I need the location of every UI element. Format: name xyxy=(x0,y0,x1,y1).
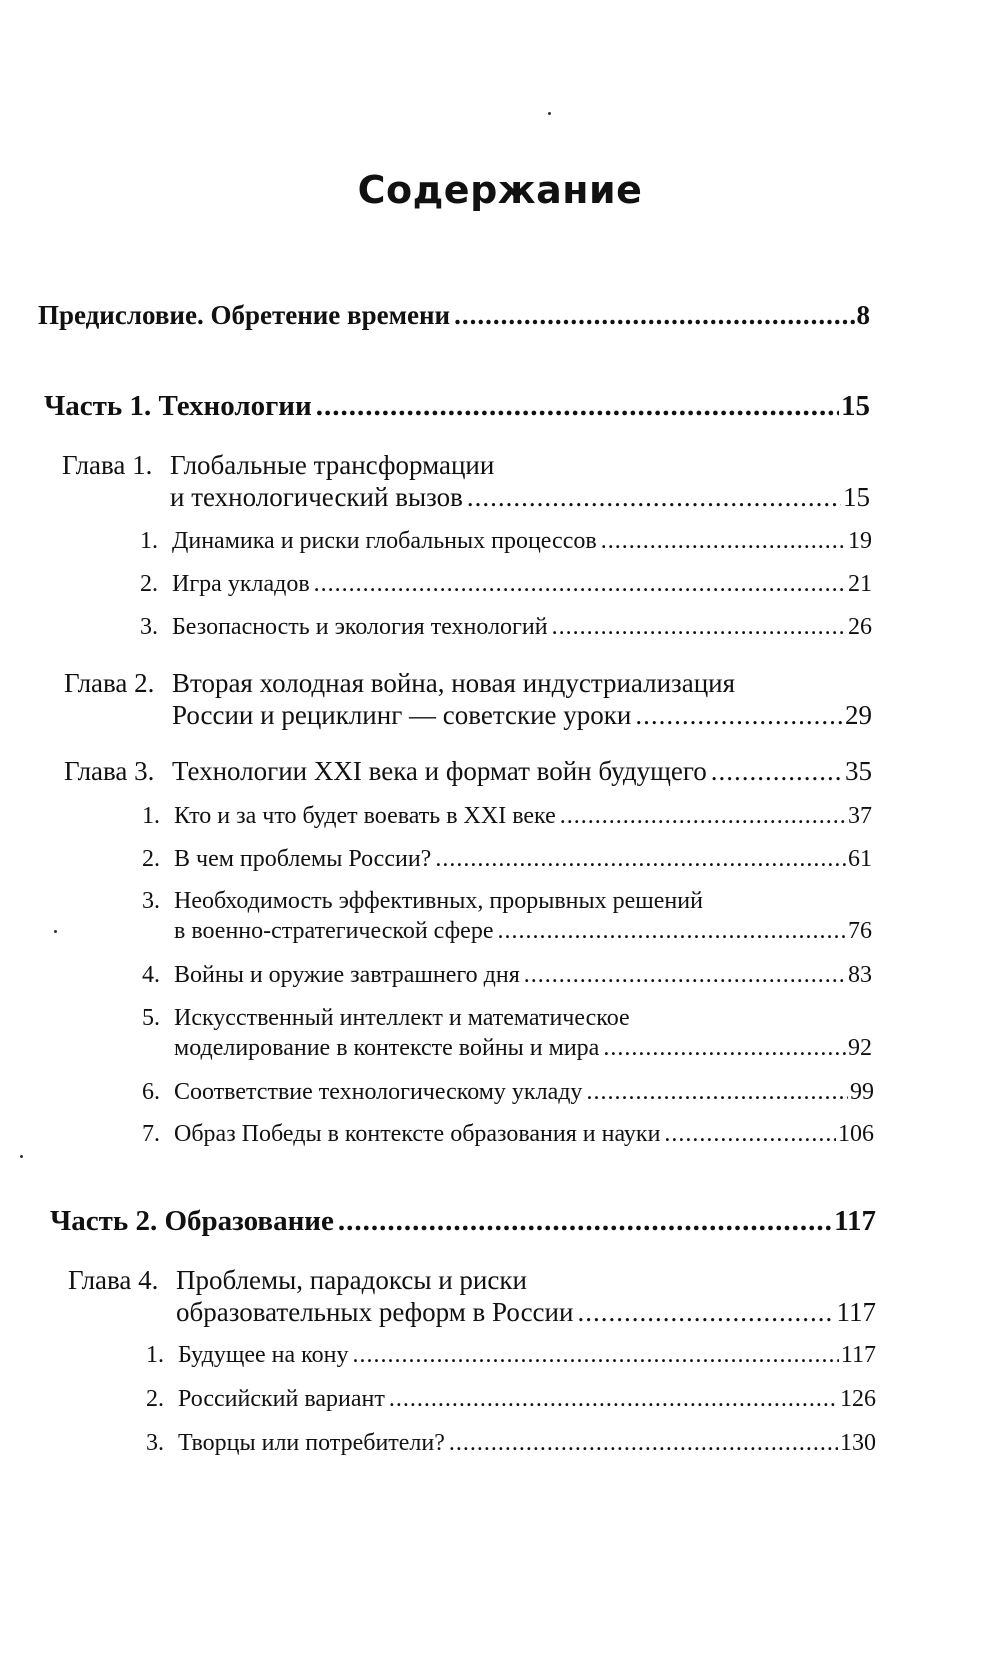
section-number: 1. xyxy=(142,803,160,829)
entry-page: 35 xyxy=(845,756,872,786)
toc-entry-section[interactable] xyxy=(142,846,872,873)
toc-entry-chapter[interactable] xyxy=(62,450,494,481)
section-title-line: Необходимость эффективных, прорывных решений xyxy=(174,888,703,914)
entry-title: Кто и за что будет воевать в XXI веке xyxy=(174,803,556,829)
dot-leader xyxy=(314,571,846,598)
print-speck xyxy=(548,112,551,115)
entry-page: 92 xyxy=(848,1035,872,1061)
dot-leader xyxy=(586,1079,848,1106)
section-number: 2. xyxy=(146,1386,164,1412)
entry-title: Творцы или потребители? xyxy=(178,1430,445,1456)
dot-leader xyxy=(467,482,841,513)
entry-title: Соответствие технологическому укладу xyxy=(174,1079,583,1105)
toc-entry-section[interactable] xyxy=(140,571,872,598)
entry-page: 117 xyxy=(836,1297,876,1327)
dot-leader xyxy=(601,528,846,555)
toc-entry-section[interactable] xyxy=(142,803,872,830)
chapter-number: Глава 2. xyxy=(64,668,155,698)
toc-entry-chapter[interactable] xyxy=(68,1265,527,1296)
entry-page: 83 xyxy=(848,962,872,988)
toc-entry-chapter-continuation[interactable] xyxy=(170,482,870,513)
entry-page: 76 xyxy=(848,918,872,944)
entry-title: Предисловие. Обретение времени xyxy=(38,300,451,330)
toc-entry-chapter[interactable] xyxy=(64,668,735,699)
section-number: 2. xyxy=(142,846,160,872)
entry-page: 106 xyxy=(838,1121,874,1147)
toc-entry-section[interactable] xyxy=(146,1386,876,1413)
entry-page: 19 xyxy=(848,528,872,554)
entry-title: Российский вариант xyxy=(178,1386,385,1412)
chapter-title-line: Вторая холодная война, новая индустриализация xyxy=(172,668,736,698)
chapter-title-line: Проблемы, парадоксы и риски xyxy=(176,1265,527,1295)
dot-leader xyxy=(560,803,846,830)
entry-page: 21 xyxy=(848,571,872,597)
dot-leader xyxy=(635,700,843,731)
dot-leader xyxy=(497,918,846,945)
section-number: 3. xyxy=(146,1430,164,1456)
dot-leader xyxy=(389,1386,838,1413)
toc-entry-section[interactable] xyxy=(142,962,872,989)
chapter-number: Глава 4. xyxy=(68,1265,159,1295)
section-number: 4. xyxy=(142,962,160,988)
toc-entry-part[interactable] xyxy=(44,390,870,423)
dot-leader xyxy=(552,614,846,641)
entry-title: Технологии XXI века и формат войн будущего xyxy=(172,756,707,786)
section-number: 6. xyxy=(142,1079,160,1105)
dot-leader xyxy=(338,1205,832,1238)
entry-page: 29 xyxy=(845,700,872,730)
section-number: 2. xyxy=(140,571,158,597)
toc-entry-section[interactable] xyxy=(146,1430,876,1457)
chapter-title-line: Глобальные трансформации xyxy=(170,450,495,480)
entry-page: 8 xyxy=(856,300,870,330)
section-number: 7. xyxy=(142,1121,160,1147)
dot-leader xyxy=(454,300,854,331)
toc-entry-section[interactable] xyxy=(142,1121,874,1148)
print-speck xyxy=(54,930,57,933)
entry-page: 15 xyxy=(843,482,870,512)
section-number: 3. xyxy=(142,888,160,914)
toc-entry-section-continuation[interactable] xyxy=(174,1035,872,1062)
entry-page: 99 xyxy=(850,1079,874,1105)
dot-leader xyxy=(524,962,846,989)
chapter-number: Глава 3. xyxy=(64,756,155,786)
section-number: 3. xyxy=(140,614,158,640)
entry-title: Часть 1. Технологии xyxy=(44,390,312,422)
toc-entry-section[interactable] xyxy=(142,1005,630,1032)
entry-title: Образ Победы в контексте образования и науки xyxy=(174,1121,661,1147)
page-title: Содержание xyxy=(357,168,643,212)
section-number: 1. xyxy=(146,1342,164,1368)
entry-title: Динамика и риски глобальных процессов xyxy=(172,528,597,554)
toc-entry-preface[interactable] xyxy=(38,300,870,331)
toc-entry-chapter-continuation[interactable] xyxy=(176,1297,876,1328)
dot-leader xyxy=(352,1342,838,1369)
toc-entry-part[interactable] xyxy=(50,1205,876,1238)
entry-page: 117 xyxy=(840,1342,876,1368)
entry-title: Войны и оружие завтрашнего дня xyxy=(174,962,520,988)
entry-title: моделирование в контексте войны и мира xyxy=(174,1035,600,1061)
entry-title: России и рециклинг — советские уроки xyxy=(172,700,632,730)
entry-title: и технологический вызов xyxy=(170,482,463,512)
section-number: 1. xyxy=(140,528,158,554)
toc-entry-section[interactable] xyxy=(146,1342,876,1369)
toc-entry-chapter-continuation[interactable] xyxy=(172,700,872,731)
entry-title: образовательных реформ в России xyxy=(176,1297,574,1327)
entry-page: 37 xyxy=(848,803,872,829)
toc-entry-chapter[interactable] xyxy=(64,756,872,787)
dot-leader xyxy=(449,1430,838,1457)
entry-title: Игра укладов xyxy=(172,571,310,597)
dot-leader xyxy=(664,1121,836,1148)
section-number: 5. xyxy=(142,1005,160,1031)
toc-entry-section-continuation[interactable] xyxy=(174,918,872,945)
toc-entry-section[interactable] xyxy=(140,528,872,555)
print-speck xyxy=(20,1155,23,1158)
entry-page: 117 xyxy=(834,1205,876,1237)
entry-title: в военно-стратегической сфере xyxy=(174,918,494,944)
entry-page: 130 xyxy=(840,1430,876,1456)
toc-entry-section[interactable] xyxy=(142,1079,874,1106)
dot-leader xyxy=(316,390,839,423)
dot-leader xyxy=(435,846,846,873)
entry-page: 61 xyxy=(848,846,872,872)
entry-page: 26 xyxy=(848,614,872,640)
entry-page: 15 xyxy=(841,390,870,422)
dot-leader xyxy=(603,1035,846,1062)
entry-page: 126 xyxy=(840,1386,876,1412)
section-title-line: Искусственный интеллект и математическое xyxy=(174,1005,630,1031)
entry-title: Будущее на кону xyxy=(178,1342,349,1368)
entry-title: В чем проблемы России? xyxy=(174,846,432,872)
dot-leader xyxy=(711,756,843,787)
dot-leader xyxy=(577,1297,834,1328)
toc-entry-section[interactable] xyxy=(140,614,872,641)
entry-title: Безопасность и экология технологий xyxy=(172,614,548,640)
chapter-number: Глава 1. xyxy=(62,450,153,480)
entry-title: Часть 2. Образование xyxy=(50,1205,334,1237)
toc-entry-section[interactable] xyxy=(142,888,703,915)
